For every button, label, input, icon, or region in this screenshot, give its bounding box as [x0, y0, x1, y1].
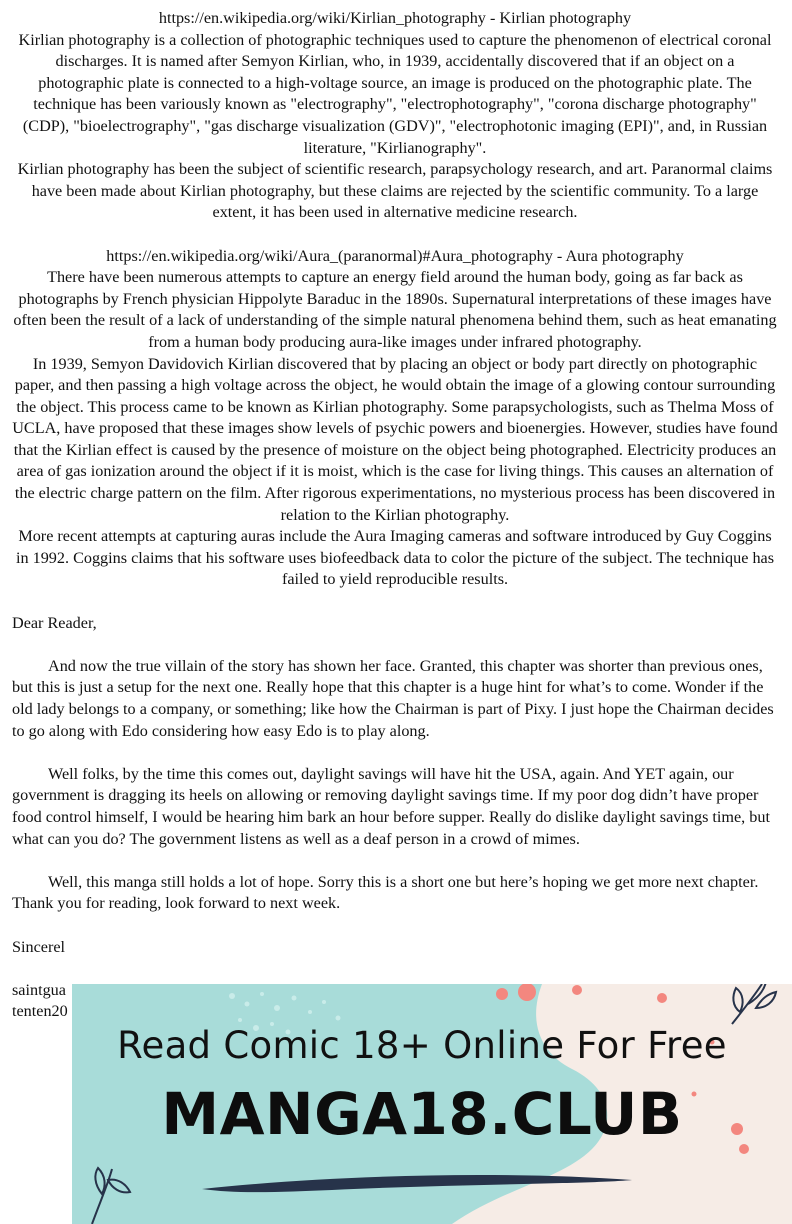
section-aura: [12, 246, 778, 592]
letter-signoff: Sincerel: [12, 937, 66, 956]
letter-signature: saintgua: [12, 980, 66, 999]
document-body: [12, 8, 778, 1023]
source-url[interactable]: https://en.wikipedia.org/wiki/Kirlian_photography: [158, 9, 486, 27]
spacer: [12, 958, 778, 980]
ad-tagline[interactable]: Read Comic 18+ Online For Free: [117, 1024, 727, 1067]
letter-paragraph: And now the true villain of the story has shown her face. Granted, this chapter was shorter than previous ones, but this is just a setup for the next one. Really hope that this chapter is a huge hint for what’s to come. Wonder if the old lady belongs to a company, or something; like how the Chairman is part of Pixy. I just hope the Chairman decides to go along with Edo considering how easy Edo is to play along.: [12, 656, 774, 740]
heading-separator: -: [485, 9, 500, 27]
letter-paragraph: Well folks, by the time this comes out, daylight savings will have hit the USA, again. And YET again, our government is dragging its heels on allowing or removing daylight savings time. If my poor dog didn’t have proper food control himself, I would be hearing him bark an hour before supper. Really do dislike daylight savings time, but what can you do? The government listens as well as a deaf person in a crowd of mimes.: [12, 764, 770, 848]
section-heading: [12, 8, 778, 30]
letter-paragraph: Well, this manga still holds a lot of hope. Sorry this is a short one but here’s hoping we get more next chapter. Thank you for reading, look forward to next week.: [12, 872, 759, 913]
spacer: [12, 850, 778, 872]
spacer: [12, 591, 778, 613]
section-paragraph: In 1939, Semyon Davidovich Kirlian discovered that by placing an object or body part directly on photographic paper, and then passing a high voltage across the object, he would obtain the image of a glowing contour surrounding the object. This process came to be known as Kirlian photography. Some parapsychologists, such as Thelma Moss of UCLA, have proposed that these images show levels of psychic powers and bioenergies. However, studies have found that the Kirlian effect is caused by the presence of moisture on the object being photographed. Electricity produces an area of gas ionization around the object if it is moist, which is the case for living things. This causes an alternation of the electric charge pattern on the film. After rigorous experimentations, no mysterious process has been discovered in relation to the Kirlian photography.: [12, 354, 778, 524]
source-url[interactable]: https://en.wikipedia.org/wiki/Aura_(paranormal)#Aura_photography: [106, 246, 553, 265]
section-paragraph: Kirlian photography is a collection of photographic techniques used to capture the phenomenon of electrical coronal discharges. It is named after Semyon Kirlian, who, in 1939, accidentally discovered that if an object on a photographic plate is connected to a high-voltage source, an image is produced on the photographic plate. The technique has been variously known as "electrography", "electrophotography", "corona discharge photography" (CDP), "bioelectrography", "gas discharge visualization (GDV)", "electrophotonic imaging (EPI)", and, in Russian literature, "Kirlianography".: [18, 30, 772, 157]
section-paragraph: Kirlian photography has been the subject of scientific research, parapsychology research, and art. Paranormal claims have been made about Kirlian photography, but these claims are rejected by the scientific community. To a large extent, it has been used in alternative medicine research.: [17, 160, 773, 222]
heading-separator: -: [552, 246, 566, 265]
spacer: [12, 634, 778, 656]
section-title: Kirlian photography: [499, 9, 632, 27]
ad-banner[interactable]: [72, 984, 792, 1224]
section-title: Aura photography: [565, 246, 684, 265]
section-paragraph: More recent attempts at capturing auras include the Aura Imaging cameras and software introduced by Guy Coggins in 1992. Coggins claims that his software uses biofeedback data to color the picture of the subject. The technique has failed to yield reproducible results.: [15, 527, 775, 589]
spacer: [12, 224, 778, 246]
letter-greeting: Dear Reader,: [12, 613, 97, 632]
spacer: [12, 915, 778, 937]
spacer: [12, 742, 778, 764]
ad-brand[interactable]: MANGA18.CLUB: [161, 1080, 683, 1148]
letter-signature: tenten20: [12, 1002, 68, 1021]
section-paragraph: There have been numerous attempts to capture an energy field around the human body, going as far back as photographs by French physician Hippolyte Baraduc in the 1890s. Supernatural interpretations of these images have often been the result of a lack of understanding of the simple natural phenomena behind them, such as heat emanating from a human body producing aura-like images under infrared photography.: [13, 268, 777, 351]
letter: [12, 613, 778, 1023]
section-heading: [12, 246, 778, 268]
section-kirlian: [12, 8, 778, 224]
